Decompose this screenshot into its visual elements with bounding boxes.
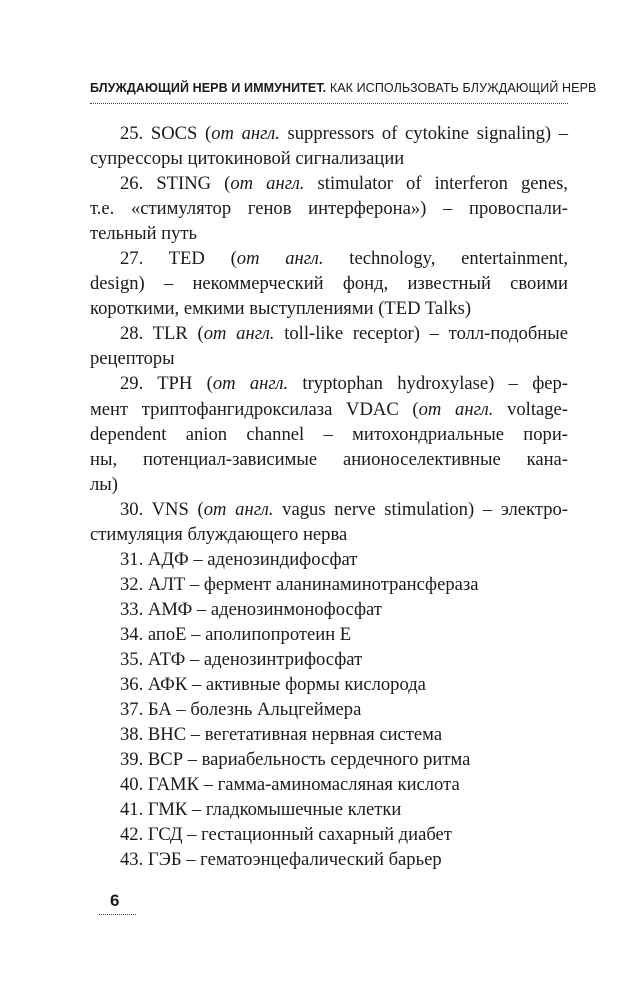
entry-line — [90, 196, 568, 221]
abbreviation-entry — [90, 321, 568, 371]
italic-note: от англ. — [418, 398, 494, 420]
entry-line — [90, 422, 568, 447]
entry-line — [90, 321, 568, 346]
line-text: vagus nerve stimulation) – электро- — [273, 498, 568, 520]
entry-line — [90, 672, 568, 697]
line-text: 30. VNS ( — [120, 498, 204, 520]
line-text: 25. SOCS ( — [120, 123, 212, 144]
abbreviation-entry — [90, 171, 568, 246]
line-text: 41. ГМК – гладкомышечные клетки — [120, 799, 402, 821]
line-text: dependent anion channel – митохондриальные пори- — [90, 423, 568, 445]
abbreviation-entry — [90, 647, 568, 672]
abbreviation-entry — [90, 672, 568, 697]
italic-note: от англ. — [203, 498, 274, 520]
italic-note: от англ. — [203, 323, 275, 345]
entry-line — [90, 146, 568, 171]
page-number: 6 — [110, 891, 120, 910]
abbreviation-entry — [90, 597, 568, 622]
line-text: т.е. «стимулятор генов интерферона») – провоспали- — [90, 198, 568, 220]
abbreviation-entry — [90, 772, 568, 797]
abbreviation-entry — [90, 697, 568, 722]
line-text: 43. ГЭБ – гематоэнцефалический барьер — [120, 849, 442, 871]
entry-line — [90, 246, 568, 271]
abbreviation-entry — [90, 121, 568, 171]
italic-note: от англ. — [236, 248, 324, 270]
line-text: tryptophan hydroxylase) – фер- — [288, 373, 568, 395]
line-text: 33. АМФ – аденозинмонофосфат — [120, 598, 382, 620]
line-text: ны, потенциал-зависимые анионоселективные кана- — [90, 448, 568, 470]
abbreviation-entry — [90, 722, 568, 747]
entry-line — [90, 772, 568, 797]
line-text: 38. ВНС – вегетативная нервная система — [120, 724, 443, 746]
line-text: 34. апоЕ – аполипопротеин Е — [120, 623, 352, 645]
abbreviation-list — [90, 121, 568, 872]
entry-line — [90, 171, 568, 196]
entry-line — [90, 121, 568, 146]
entry-line — [90, 572, 568, 597]
line-text: 40. ГАМК – гамма-аминомасляная кислота — [120, 774, 460, 796]
entry-line — [90, 722, 568, 747]
abbreviation-entry — [90, 797, 568, 822]
line-text: 35. АТФ – аденозинтрифосфат — [120, 648, 363, 670]
line-text: 28. TLR ( — [120, 323, 204, 345]
line-text: design) – некоммерческий фонд, известный своими — [90, 273, 568, 295]
abbreviation-entry — [90, 497, 568, 547]
line-text: супрессоры цитокиновой сигнализации — [90, 148, 405, 170]
line-text: 31. АДФ – аденозиндифосфат — [120, 548, 358, 570]
running-head — [90, 81, 597, 95]
italic-note: от англ. — [230, 173, 305, 195]
header-dotted-rule — [90, 103, 568, 104]
abbreviation-entry — [90, 547, 568, 572]
line-text: toll-like receptor) – толл-подобные — [274, 323, 568, 345]
entry-line — [90, 346, 568, 371]
line-text: 27. TED ( — [120, 248, 237, 270]
entry-line — [90, 397, 568, 422]
line-text: стимуляция блуждающего нерва — [90, 523, 348, 545]
entry-line — [90, 547, 568, 572]
line-text: technology, entertainment, — [323, 248, 568, 270]
line-text: рецепторы — [90, 348, 175, 370]
footer-dotted-rule — [99, 914, 136, 915]
line-text: stimulator of interferon genes, — [304, 173, 568, 195]
italic-note: от англ. — [212, 373, 289, 395]
entry-line — [90, 447, 568, 472]
entry-line — [90, 472, 568, 497]
line-text: 37. БА – болезнь Альцгеймера — [120, 699, 362, 721]
entry-line — [90, 797, 568, 822]
line-text: 39. ВСР – вариабельность сердечного ритма — [120, 749, 471, 771]
line-text: 42. ГСД – гестационный сахарный диабет — [120, 824, 452, 846]
italic-note: от англ. — [211, 123, 280, 144]
line-text: 36. АФК – активные формы кислорода — [120, 674, 426, 696]
line-text: 32. АЛТ – фермент аланинаминотрансфераза — [120, 573, 479, 595]
line-text: тельный путь — [90, 223, 198, 245]
line-text: 26. STING ( — [120, 173, 231, 195]
entry-line — [90, 822, 568, 847]
entry-line — [90, 371, 568, 396]
abbreviation-entry — [90, 246, 568, 321]
abbreviation-entry — [90, 572, 568, 597]
entry-line — [90, 497, 568, 522]
abbreviation-entry — [90, 747, 568, 772]
line-text: 29. TPH ( — [120, 373, 213, 395]
entry-line — [90, 522, 568, 547]
line-text: voltage- — [493, 398, 568, 420]
entry-line — [90, 847, 568, 872]
entry-line — [90, 622, 568, 647]
entry-line — [90, 647, 568, 672]
line-text: suppressors of cytokine signaling) – — [279, 123, 568, 144]
line-text: мент триптофангидроксилаза VDAC ( — [90, 398, 419, 420]
entry-line — [90, 271, 568, 296]
line-text: лы) — [90, 473, 118, 495]
entry-line — [90, 296, 568, 321]
entry-line — [90, 747, 568, 772]
chapter-title: КАК ИСПОЛЬЗОВАТЬ БЛУЖДАЮЩИЙ НЕРВ — [329, 81, 597, 95]
abbreviation-entry — [90, 847, 568, 872]
line-text: короткими, емкими выступлениями (TED Talks) — [90, 298, 472, 320]
book-title: БЛУЖДАЮЩИЙ НЕРВ И ИММУНИТЕТ. — [90, 81, 327, 95]
abbreviation-entry — [90, 822, 568, 847]
abbreviation-entry — [90, 371, 568, 496]
entry-line — [90, 221, 568, 246]
abbreviation-entry — [90, 622, 568, 647]
entry-line — [90, 597, 568, 622]
entry-line — [90, 697, 568, 722]
